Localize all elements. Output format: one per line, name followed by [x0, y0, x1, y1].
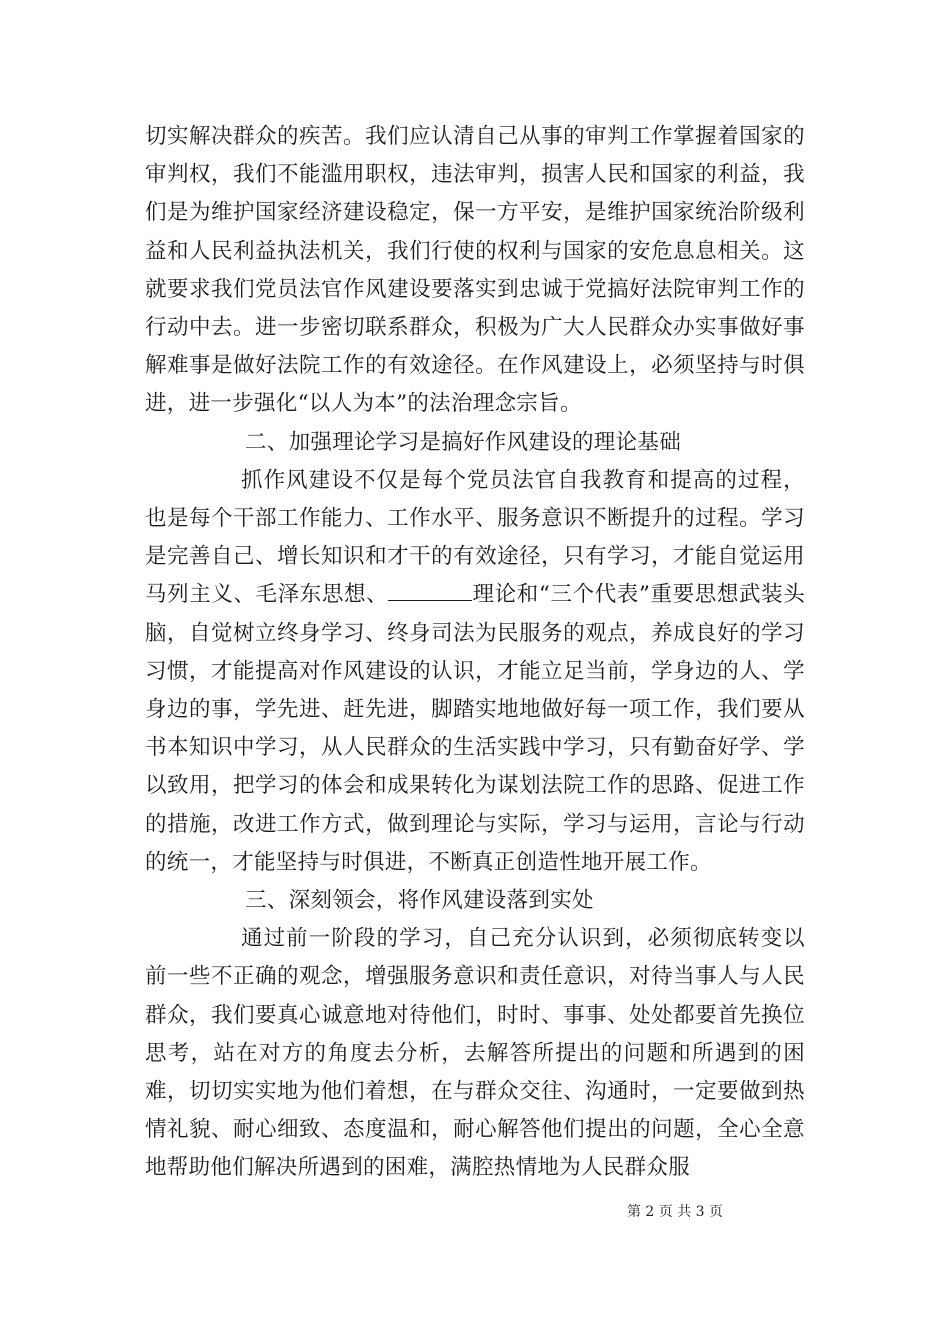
blank-underline	[388, 580, 472, 601]
paragraph-continuation: 切实解决群众的疾苦。我们应认清自己从事的审判工作掌握着国家的审判权，我们不能滥用职权，违法审判，损害人民和国家的利益，我们是为维护国家经济建设稳定，保一方平安，是维护国家统治阶级利益和人民利益执法机关，我们行使的权利与国家的安危息息相关。这就要求我们党员法官作风建设要落实到忠诚于党搞好法院审判工作的行动中去。进一步密切联系群众，积极为广大人民群众办实事做好事解难事是做好法院工作的有效途径。在作风建设上，必须坚持与时俱进，进一步强化“以人为本”的法治理念宗旨。	[145, 124, 805, 417]
page-number-footer: 第 2 页 共 3 页	[626, 1204, 724, 1220]
paragraph-text-after-blank: 理论和“三个代表”重要思想武装头脑，自觉树立终身学习、终身司法为民服务的观点，养成良好的学习习惯，才能提高对作风建设的认识，才能立足当前，学身边的人、学身边的事，学先进、赶先进，脚踏实地地做好每一项工作，我们要从书本知识中学习，从人民群众的生活实践中学习，只有勤奋好学、学以致用，把学习的体会和成果转化为谋划法院工作的思路、促进工作的措施，改进工作方式，做到理论与实际，学习与运用，言论与行动的统一，才能坚持与时俱进，不断真正创造性地开展工作。	[145, 582, 805, 875]
paragraph-text-before-blank: 抓作风建设不仅是每个党员法官自我教育和提高的过程，也是每个干部工作能力、工作水平、服务意识不断提升的过程。学习是完善自己、增长知识和才干的有效途径，只有学习，才能自觉运用马列主义、毛泽东思想、	[145, 467, 805, 608]
section-heading-3: 三、深刻领会，将作风建设落到实处	[245, 888, 594, 914]
paragraph-theory-study	[145, 462, 805, 882]
section-heading-2: 二、加强理论学习是搞好作风建设的理论基础	[245, 429, 682, 455]
paragraph-implementation: 通过前一阶段的学习，自己充分认识到，必须彻底转变以前一些不正确的观念，增强服务意识和责任意识，对待当事人与人民群众，我们要真心诚意地对待他们，时时、事事、处处都要首先换位思考，站在对方的角度去分析，去解答所提出的问题和所遇到的困难，切切实实地为他们着想，在与群众交往、沟通时，一定要做到热情礼貌、耐心细致、态度温和，耐心解答他们提出的问题，全心全意地帮助他们解决所遇到的困难，满腔热情地为人民群众服	[145, 926, 805, 1181]
document-body	[145, 118, 805, 1188]
